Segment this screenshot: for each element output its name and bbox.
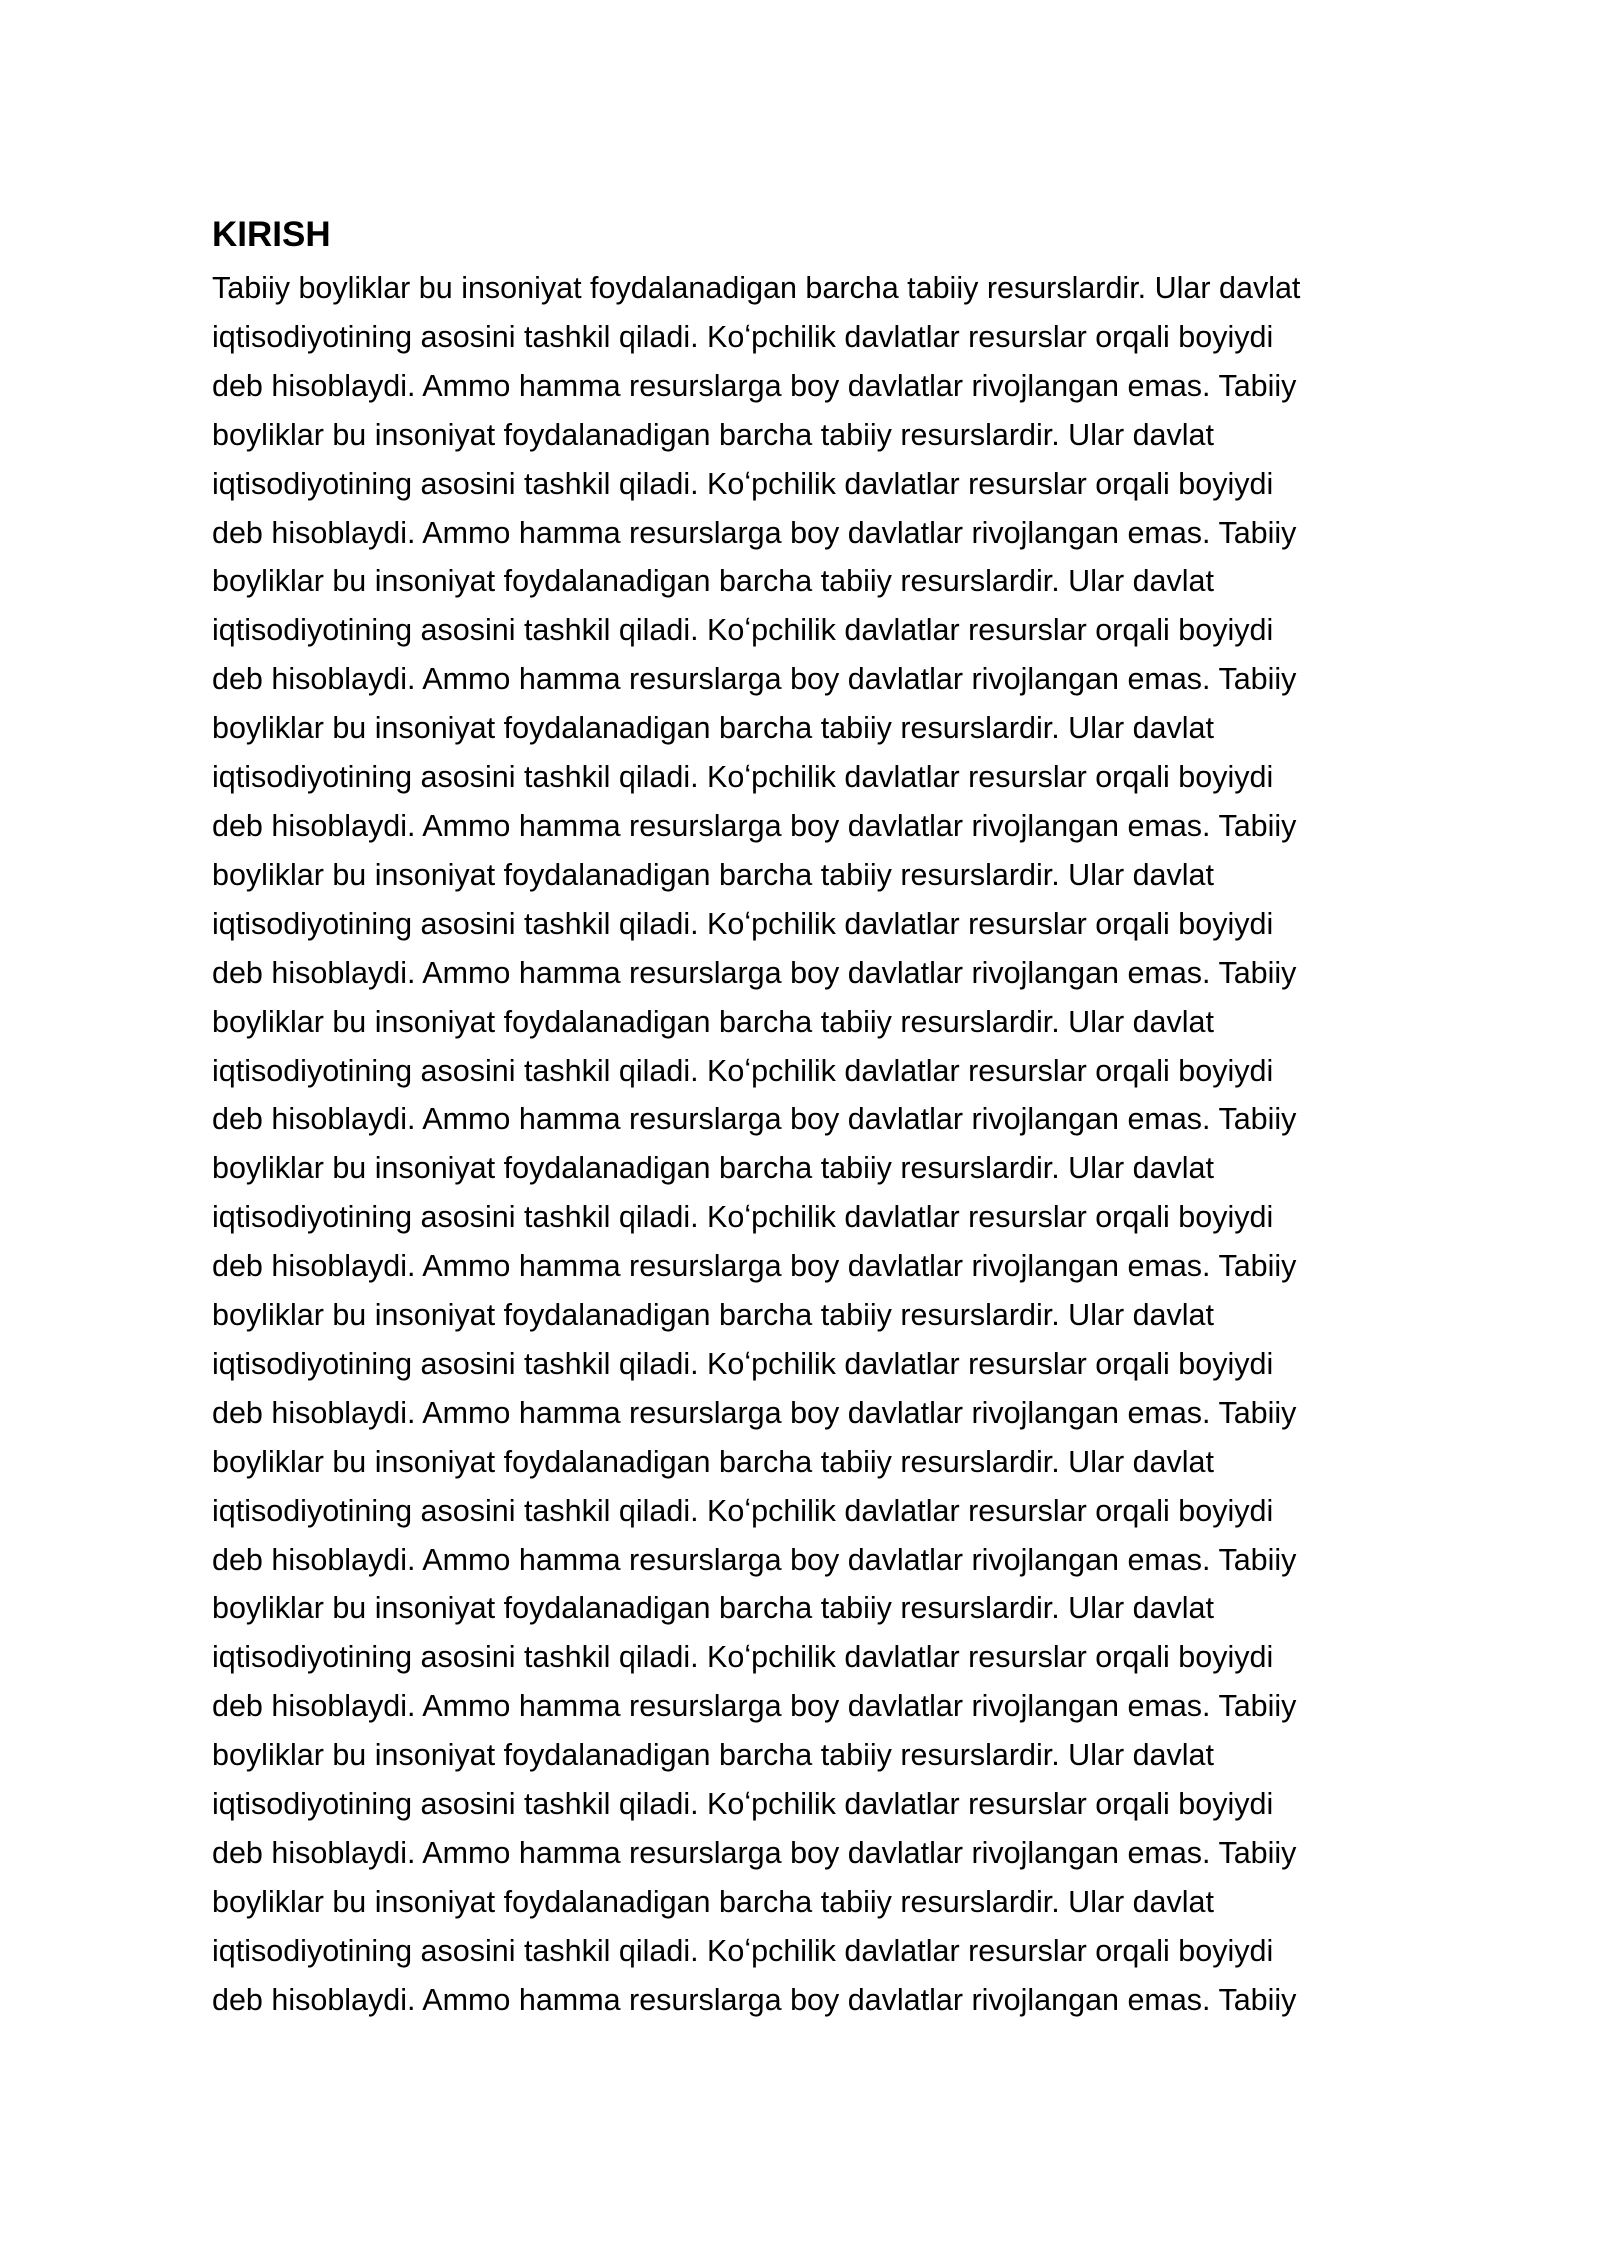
text-line: iqtisodiyotining asosini tashkil qiladi. Koʻpchilik davlatlar resurslar orqali boyiydi: [212, 1346, 1274, 1381]
text-line: deb hisoblaydi. Ammo hamma resurslarga boy davlatlar rivojlangan emas. Tabiiy: [212, 1542, 1297, 1577]
text-line: deb hisoblaydi. Ammo hamma resurslarga boy davlatlar rivojlangan emas. Tabiiy: [212, 955, 1297, 990]
text-line: iqtisodiyotining asosini tashkil qiladi. Koʻpchilik davlatlar resurslar orqali boyiydi: [212, 906, 1274, 941]
text-line: iqtisodiyotining asosini tashkil qiladi. Koʻpchilik davlatlar resurslar orqali boyiydi: [212, 319, 1274, 354]
text-line: iqtisodiyotining asosini tashkil qiladi. Koʻpchilik davlatlar resurslar orqali boyiydi: [212, 613, 1274, 648]
text-line: iqtisodiyotining asosini tashkil qiladi. Koʻpchilik davlatlar resurslar orqali boyiydi: [212, 1640, 1274, 1675]
text-line: deb hisoblaydi. Ammo hamma resurslarga boy davlatlar rivojlangan emas. Tabiiy: [212, 1395, 1297, 1430]
text-line: iqtisodiyotining asosini tashkil qiladi. Koʻpchilik davlatlar resurslar orqali boyiydi: [212, 1493, 1274, 1528]
text-line: boyliklar bu insoniyat foydalanadigan barcha tabiiy resurslardir. Ular davlat: [212, 1004, 1214, 1039]
text-line: boyliklar bu insoniyat foydalanadigan barcha tabiiy resurslardir. Ular davlat: [212, 564, 1214, 599]
text-line: iqtisodiyotining asosini tashkil qiladi. Koʻpchilik davlatlar resurslar orqali boyiydi: [212, 1200, 1274, 1235]
text-line: boyliklar bu insoniyat foydalanadigan barcha tabiiy resurslardir. Ular davlat: [212, 1591, 1214, 1626]
text-line: boyliklar bu insoniyat foydalanadigan barcha tabiiy resurslardir. Ular davlat: [212, 1298, 1214, 1333]
text-line: boyliklar bu insoniyat foydalanadigan barcha tabiiy resurslardir. Ular davlat: [212, 1884, 1214, 1919]
section-heading: KIRISH: [212, 215, 331, 254]
text-line: deb hisoblaydi. Ammo hamma resurslarga boy davlatlar rivojlangan emas. Tabiiy: [212, 1836, 1297, 1870]
text-line: deb hisoblaydi. Ammo hamma resurslarga boy davlatlar rivojlangan emas. Tabiiy: [212, 1249, 1297, 1284]
text-line: iqtisodiyotining asosini tashkil qiladi. Koʻpchilik davlatlar resurslar orqali boyiydi: [212, 1933, 1274, 1968]
body-paragraph: [212, 264, 1402, 2025]
text-line: deb hisoblaydi. Ammo hamma resurslarga boy davlatlar rivojlangan emas. Tabiiy: [212, 662, 1297, 697]
text-line: deb hisoblaydi. Ammo hamma resurslarga boy davlatlar rivojlangan emas. Tabiiy: [212, 1102, 1297, 1137]
text-line: iqtisodiyotining asosini tashkil qiladi. Koʻpchilik davlatlar resurslar orqali boyiydi: [212, 1787, 1274, 1822]
text-line: iqtisodiyotining asosini tashkil qiladi. Koʻpchilik davlatlar resurslar orqali boyiydi: [212, 466, 1274, 501]
text-line: iqtisodiyotining asosini tashkil qiladi. Koʻpchilik davlatlar resurslar orqali boyiydi: [212, 760, 1274, 795]
text-line: boyliklar bu insoniyat foydalanadigan barcha tabiiy resurslardir. Ular davlat: [212, 857, 1214, 892]
document-body: [212, 210, 1402, 2025]
text-line: deb hisoblaydi. Ammo hamma resurslarga boy davlatlar rivojlangan emas. Tabiiy: [212, 1689, 1297, 1724]
text-line: deb hisoblaydi. Ammo hamma resurslarga boy davlatlar rivojlangan emas. Tabiiy: [212, 515, 1297, 550]
text-line: boyliklar bu insoniyat foydalanadigan barcha tabiiy resurslardir. Ular davlat: [212, 711, 1214, 746]
text-line: boyliklar bu insoniyat foydalanadigan barcha tabiiy resurslardir. Ular davlat: [212, 1151, 1214, 1186]
text-line: Tabiiy boyliklar bu insoniyat foydalanadigan barcha tabiiy resurslardir. Ular davlat: [212, 271, 1301, 305]
text-line: deb hisoblaydi. Ammo hamma resurslarga boy davlatlar rivojlangan emas. Tabiiy: [212, 1982, 1297, 2017]
text-line: deb hisoblaydi. Ammo hamma resurslarga boy davlatlar rivojlangan emas. Tabiiy: [212, 808, 1297, 843]
text-line: iqtisodiyotining asosini tashkil qiladi. Koʻpchilik davlatlar resurslar orqali boyiydi: [212, 1053, 1274, 1088]
text-line: deb hisoblaydi. Ammo hamma resurslarga boy davlatlar rivojlangan emas. Tabiiy: [212, 368, 1297, 403]
text-line: boyliklar bu insoniyat foydalanadigan barcha tabiiy resurslardir. Ular davlat: [212, 1738, 1214, 1773]
text-line: boyliklar bu insoniyat foydalanadigan barcha tabiiy resurslardir. Ular davlat: [212, 417, 1214, 452]
text-line: boyliklar bu insoniyat foydalanadigan barcha tabiiy resurslardir. Ular davlat: [212, 1444, 1214, 1479]
